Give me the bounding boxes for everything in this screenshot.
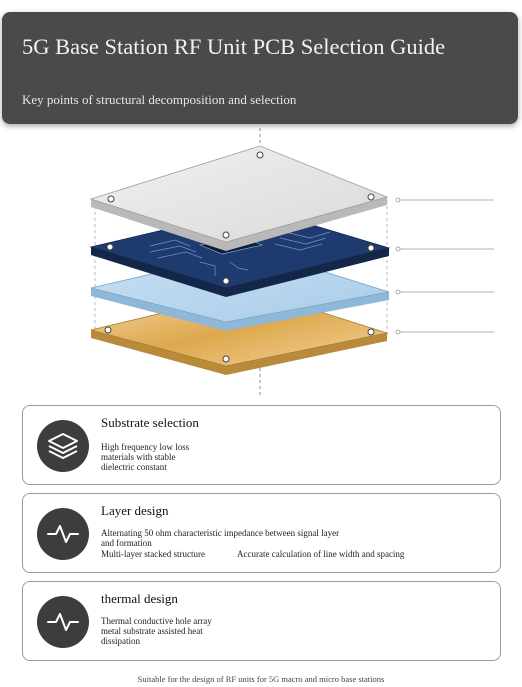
card-text-line: High frequency low loss [101,442,190,452]
card-layer-design [22,493,501,573]
page-title: 5G Base Station RF Unit PCB Selection Guide [22,34,446,59]
card-thermal-design [22,581,501,661]
header-banner [2,12,518,124]
callout-leaders [396,198,494,334]
card-title: thermal design [101,591,178,606]
card-text-line: Multi-layer stacked structure [101,549,205,559]
footer-note: Suitable for the design of RF units for 5G macro and micro base stations [137,674,385,684]
card-text-line: materials with stable [101,452,176,462]
card-text-line: dielectric constant [101,462,167,472]
page-subtitle: Key points of structural decomposition and selection [22,92,297,107]
card-substrate-selection [22,405,501,485]
card-text-line: and formation [101,538,152,548]
waveform-icon [37,508,89,560]
card-title: Substrate selection [101,415,199,430]
card-title: Layer design [101,503,169,518]
card-text-line: dissipation [101,636,141,646]
card-text-line: Thermal conductive hole array [101,616,212,626]
card-text-line: Alternating 50 ohm characteristic impedance between signal layer [101,528,340,538]
pcb-exploded-diagram [0,124,522,400]
card-text-line: Accurate calculation of line width and spacing [237,549,405,559]
layers-icon [37,420,89,472]
card-text-line: metal substrate assisted heat [101,626,203,636]
waveform-icon [37,596,89,648]
